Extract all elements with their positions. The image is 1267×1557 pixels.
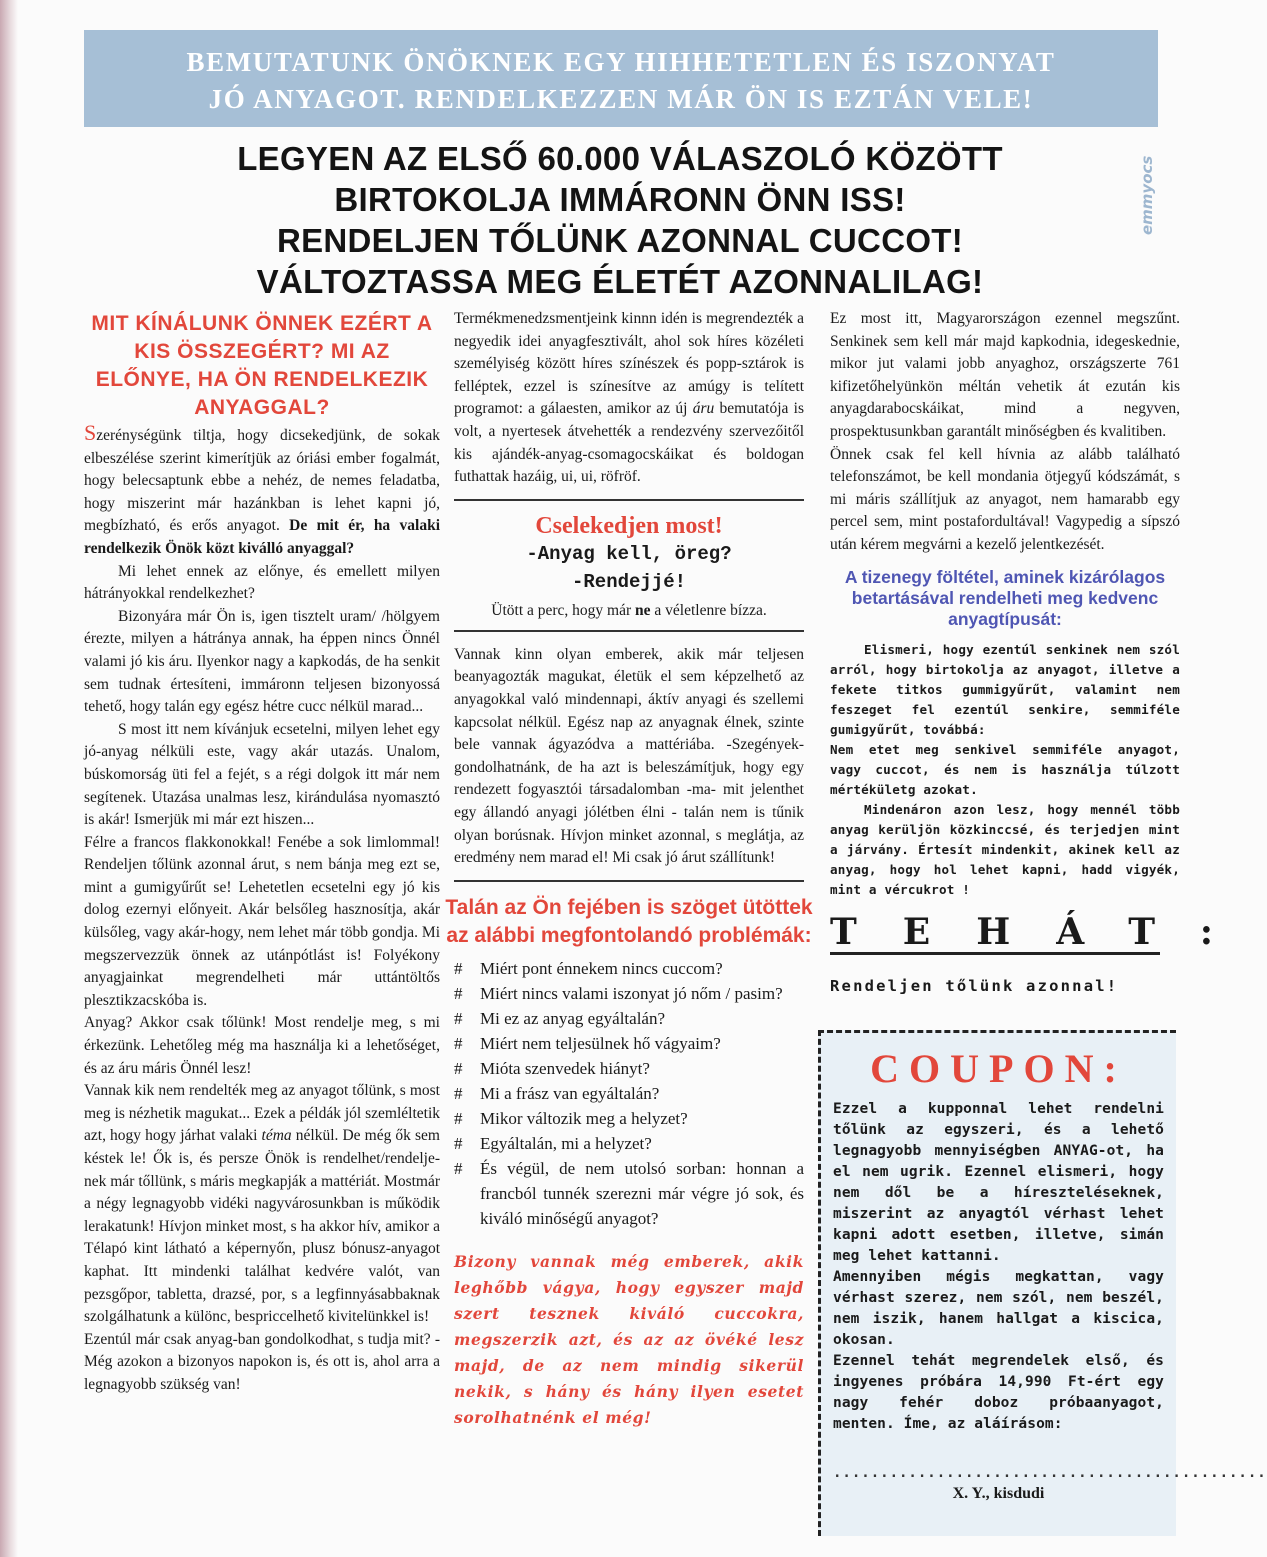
- hash-bullet: #: [454, 1108, 463, 1128]
- banner-line-1: BEMUTATUNK ÖNÖKNEK EGY HIHHETETLEN ÉS ISZONYAT: [186, 47, 1056, 77]
- headline-line-3: RENDELJEN TŐLÜNK AZONNAL CUCCOT!: [276, 222, 964, 259]
- coupon-box: [818, 1030, 1267, 1536]
- problems-heading: Talán az Ön fejében is szöget ütöttek az alábbi megfontolandó problémák:: [445, 895, 813, 947]
- headline-line-1: LEGYEN AZ ELSŐ 60.000 VÁLASZOLÓ KÖZÖTT: [237, 140, 1003, 177]
- problem-item: [454, 1131, 804, 1156]
- italic-word: téma: [261, 1127, 292, 1145]
- slang-line-2: -Rendejjé!: [571, 570, 687, 593]
- slang-line-1: -Anyag kell, öreg?: [526, 542, 732, 565]
- column-3-body: [830, 308, 1180, 557]
- paragraph: Félre a francos flakkonokkal! Fenébe a sok limlommal! Rendeljen tőlünk azonnal árut, s nem bánja meg ezt se, mint a gumigyűrűt se! Lehetetlen ecsetelni egy jó kis dolog ezernyi előnyeit. Akár belsőleg hasznosítja, akár külsőleg, vagy akár-hogy, nem lehet már több gondja. Mi megszervezzük önnek az utánpótlást is! Folyékony anyagjainkat megrendelheti már uttántöltős plesztikzacskóba is.: [84, 833, 440, 1009]
- problem-item: [454, 981, 804, 1006]
- condition: Nem etet meg senkivel semmiféle anyagot, vagy cuccot, és nem is használja túlzott mértékületg azokat.: [830, 741, 1180, 797]
- bold-word: ne: [635, 601, 651, 619]
- paragraph: Vannak kinn olyan emberek, akik már teljesen beanyagozták magukat, életük el sem képzelhető az anyagokkal való mindennapi, áktív anyagi és szellemi kapcsolat nélkül. Egész nap az anyagnak élnek, szinte bele vannak ágyazódva a mattériába. -Szegények- gondolhatnánk, de ha azt is beleszámítjuk, hogy egy rendezett fogyasztói társadalomban -ma- mit jelenthet egy állandó anyagi jólétben élni - talán nem is tűnik olyan borúsnak. Hívjon minket azonnal, s meglátja, az eredmény nem marad el! Mi csak jó árut szállítunk!: [454, 645, 804, 867]
- problem-item: [454, 1031, 804, 1056]
- column-1-heading: MIT KÍNÁLUNK ÖNNEK EZÉRT A KIS ÖSSZEGÉRT? MI AZ ELŐNYE, HA ÖN RENDELKEZIK ANYAGGAL?: [91, 312, 433, 419]
- problem-text: Miért pont énnekem nincs cuccom?: [480, 958, 723, 978]
- paragraph: Önnek csak fel kell hívnia az alább található telefonszámot, be kell mondania ötjegyű kódszámát, s mi máris szállítjuk az anyagot, nem hamarabb egy percel sem, mint postafordultával! Vagypedig a sípszó után kérem megvárni a kezelő jelentkezését.: [830, 445, 1180, 553]
- coupon-text: [833, 1099, 1164, 1435]
- top-banner: [84, 30, 1158, 127]
- headline-line-4: VÁLTOZTASSA MEG ÉLETÉT AZONNALILAG!: [256, 263, 984, 300]
- paragraph-text: bemutatója is volt, a nyertesek átvehették a rendezvény szervezőitől kis ajándék-anyag-csomagocskáikat és boldogan futhattak hazáig, ui, ui, röfröf.: [454, 400, 804, 486]
- problem-item: [454, 1056, 804, 1081]
- paragraph: [84, 1080, 440, 1329]
- paragraph: Ez most itt, Magyarországon ezennel megszűnt. Senkinek sem kell már majd kapkodnia, idegeskednie, mikor jut valami jobb anyaghoz, országszerte 761 kifizetőhelyünkön méltán vehetik át ezután kis anyagdarabocskáikat, mind a negyven, prospektusunkban garantált minőségben és kvalitiben.: [830, 310, 1180, 440]
- divider: [454, 499, 804, 501]
- drop-cap: S: [84, 420, 97, 445]
- column-1-body: [84, 422, 440, 1397]
- signature-line: ..............................................: [833, 1465, 1267, 1481]
- divider: [454, 630, 804, 632]
- paragraph-text: zerénységünk tiltja, hogy dicsekedjünk, de sokak elbeszélése szerint kimerítjük az óriási ember fogalmát, hogy belecsaptunk ebbe a nehéz, de nemes feladatba, hogy miszerint már hazánkban is lehet kapni jó, megbízható, és erős anyagot.: [84, 427, 440, 535]
- headline-line-2: BIRTOKOLJA IMMÁRONN ÖNN ISS!: [334, 181, 906, 218]
- paragraph: Ezentúl már csak anyag-ban gondolkodhat, s tudja mit? - Még azokon a bizonyos napokon is, és ott is, ahol arra a legnagyobb szükség van!: [84, 1330, 440, 1393]
- problem-item: [454, 1106, 804, 1131]
- problem-text: És végül, de nem utolsó sorban: honnan a francból tunnék szerezni már végre jó sok, és kiváló minőségű anyagot?: [480, 1158, 804, 1228]
- coupon-inner: [821, 1033, 1267, 1503]
- bold-question: De mit ér, ha valaki rendelkezik Önök közt kiválló anyaggal?: [84, 517, 440, 557]
- closing-red-paragraph: Bizony vannak még emberek, akik leghőbb vágya, hogy egyszer majd szert tesznek kiváló cuccokra, megszerzik azt, és az az övéké lesz majd, de az nem mindig sikerül nekik, s hány és hány ilyen esetet sorolhatnénk el még!: [454, 1251, 804, 1427]
- hash-bullet: #: [454, 1033, 463, 1053]
- paragraph: [454, 308, 804, 489]
- problem-item: [454, 1006, 804, 1031]
- italic-word: áru: [692, 400, 715, 418]
- hash-bullet: #: [454, 1133, 463, 1153]
- hash-bullet: #: [454, 1008, 463, 1028]
- tehat-heading: TEHÁT:: [830, 910, 1259, 953]
- problem-text: Egyáltalán, mi a helyzet?: [480, 1133, 652, 1153]
- problem-text: Mi ez az anyag egyáltalán?: [480, 1008, 666, 1028]
- condition: Elismeri, hogy ezentúl senkinek nem szól arról, hogy birtokolja az anyagot, illetve a fekete titkos gummigyűrűt, valamint nem feszeget fel ezentúl senkire, semmiféle gumigyűrűt, továbbá:: [830, 641, 1180, 737]
- banner-line-2: JÓ ANYAGOT. RENDELKEZZEN MÁR ÖN IS EZTÁN VELE!: [208, 84, 1034, 114]
- text: Ütött a perc, hogy már: [491, 601, 632, 619]
- coupon-paragraph: Ezennel tehát megrendelek első, és ingyenes próbára 14,990 Ft-ért egy nagy fehér doboz próbaanyagot, menten. Íme, az aláírásom:: [833, 1353, 1164, 1432]
- hash-bullet: #: [454, 1058, 463, 1078]
- divider: [454, 880, 804, 882]
- paragraph: Bizonyára már Ön is, igen tisztelt uram/ /hölgyem érezte, milyen a hátránya annak, ha éppen nincs Önnél valami jó kis áru. Ilyenkor nagy a kapkodás, de ha senkit sem tudnak értesíteni, immáronn teljesen bizonyossá tehető, hogy talán egy egész hétre cucc nélkül marad...: [84, 607, 440, 716]
- coupon-title: COUPON:: [870, 1046, 1127, 1091]
- problem-item: [454, 1156, 804, 1231]
- page-edge: [0, 0, 18, 1557]
- hash-bullet: #: [454, 958, 463, 978]
- coupon-paragraph: Ezzel a kupponnal lehet rendelni tőlünk az egyszeri, és a lehető legnagyobb mennyiségben ANYAG-ot, ha el nem ugrik. Ezennel elismeri, hogy nem dől be a híreszteléseknek, miszerint az anyagtól vérhast lehet kapni adott esetben, illetve, simán meg lehet kattanni.: [833, 1101, 1164, 1264]
- column-1: [84, 308, 440, 1397]
- hash-bullet: #: [454, 1158, 463, 1178]
- paragraph-text: Termékmenedzsmentjeink kinnn idén is megrendezték a negyedik idei anyagfesztivált, ahol sok híres közéleti személyiség között híres színészek és popp-sztárok is felléptek, ezzel is színesítve az amúgy is telített programot: a gálaesten, amikor az új: [454, 310, 804, 418]
- paragraph: Mi lehet ennek az előnye, és emellett milyen hátrányokkal rendelkezhet?: [84, 562, 440, 603]
- column-3: [830, 308, 1259, 995]
- paragraph: [84, 422, 440, 561]
- problem-text: Mikor változik meg a helyzet?: [480, 1108, 688, 1128]
- headline: [150, 138, 1090, 302]
- act-now-heading: Cselekedjen most!: [535, 512, 723, 539]
- problem-text: Mióta szenvedek hiányt?: [480, 1058, 650, 1078]
- conditions-text: [830, 640, 1180, 900]
- problem-text: Mi a frász van egyáltalán?: [480, 1083, 660, 1103]
- column-2-body: [454, 308, 804, 489]
- paragraph-text: nélkül. De még ők sem késtek le! Ők is, és persze Önök is rendelhet/rendelje-nek már tőllünk, s máris megkapják a mattériát. Mostmár a négy legnagyobb vidéki nagyvárosunkban is működik lerakatunk! Hívjon minket most, s ha akkor hív, amikor a Télapó kint látható a képernyőn, plusz bónusz-anyagot kaphat. Itt mindenki találhat kedvére valót, van pezsgőpor, tabletta, drazsé, por, s a legfinnyásabbaknak szolgálhatunk a különc, bespriccelhető kivitelünkkel is!: [84, 1127, 440, 1326]
- side-watermark: emmyocs: [1138, 155, 1156, 235]
- hash-bullet: #: [454, 1083, 463, 1103]
- problem-item: [454, 956, 804, 981]
- problem-text: Miért nem teljesülnek hő vágyaim?: [480, 1033, 721, 1053]
- signature-name: X. Y., kisdudi: [952, 1485, 1045, 1502]
- coupon-paragraph: Amennyiben mégis megkattan, vagy vérhast szerez, nem szól, nem beszél, nem iszik, hanem hallgat a kiscica, okosan.: [833, 1269, 1164, 1348]
- paragraph: Anyag? Akkor csak tőlünk! Most rendelje meg, s mi érkezünk. Lehetőleg még ma használja ki a lehetőséget, és az áru máris Önnél lesz!: [84, 1014, 440, 1077]
- column-2: [445, 308, 813, 1431]
- paragraph: S most itt nem kívánjuk ecsetelni, milyen lehet egy jó-anyag nélküli este, vagy akár utazás. Unalom, búskomorság üti fel a fejét, s a régi dolgok itt már nem segítenek. Utazása unalmas lesz, kirándulása nyomasztó is akár! Ismerjük mi már ezt hiszen...: [84, 720, 440, 829]
- time-line: [454, 602, 804, 620]
- conditions-heading: A tizenegy föltétel, aminek kizárólagos betartásával rendelheti meg kedvenc anyagtípusát:: [844, 566, 1166, 629]
- paragraph-text: Vannak kik nem rendelték meg az anyagot tőlünk, s most meg is nézhetik magukat... Ezek a példák jól szemléltetik azt, hogy hogy járhat valaki: [84, 1082, 440, 1145]
- condition: Mindenáron azon lesz, hogy mennél több anyag kerüljön közkinccsé, és terjedjen mint a járvány. Értesít mindenkit, akinek kell az anyag, hogy hol lehet kapni, hadd vigyék, mint a vércukrot !: [830, 801, 1180, 897]
- order-now-line: Rendeljen tőlünk azonnal!: [830, 976, 1119, 995]
- text: a véletlenre bízza.: [654, 601, 767, 619]
- problem-item: [454, 1081, 804, 1106]
- problem-list: [454, 956, 804, 1231]
- hash-bullet: #: [454, 983, 463, 1003]
- problem-text: Miért nincs valami iszonyat jó nőm / pasim?: [480, 983, 783, 1003]
